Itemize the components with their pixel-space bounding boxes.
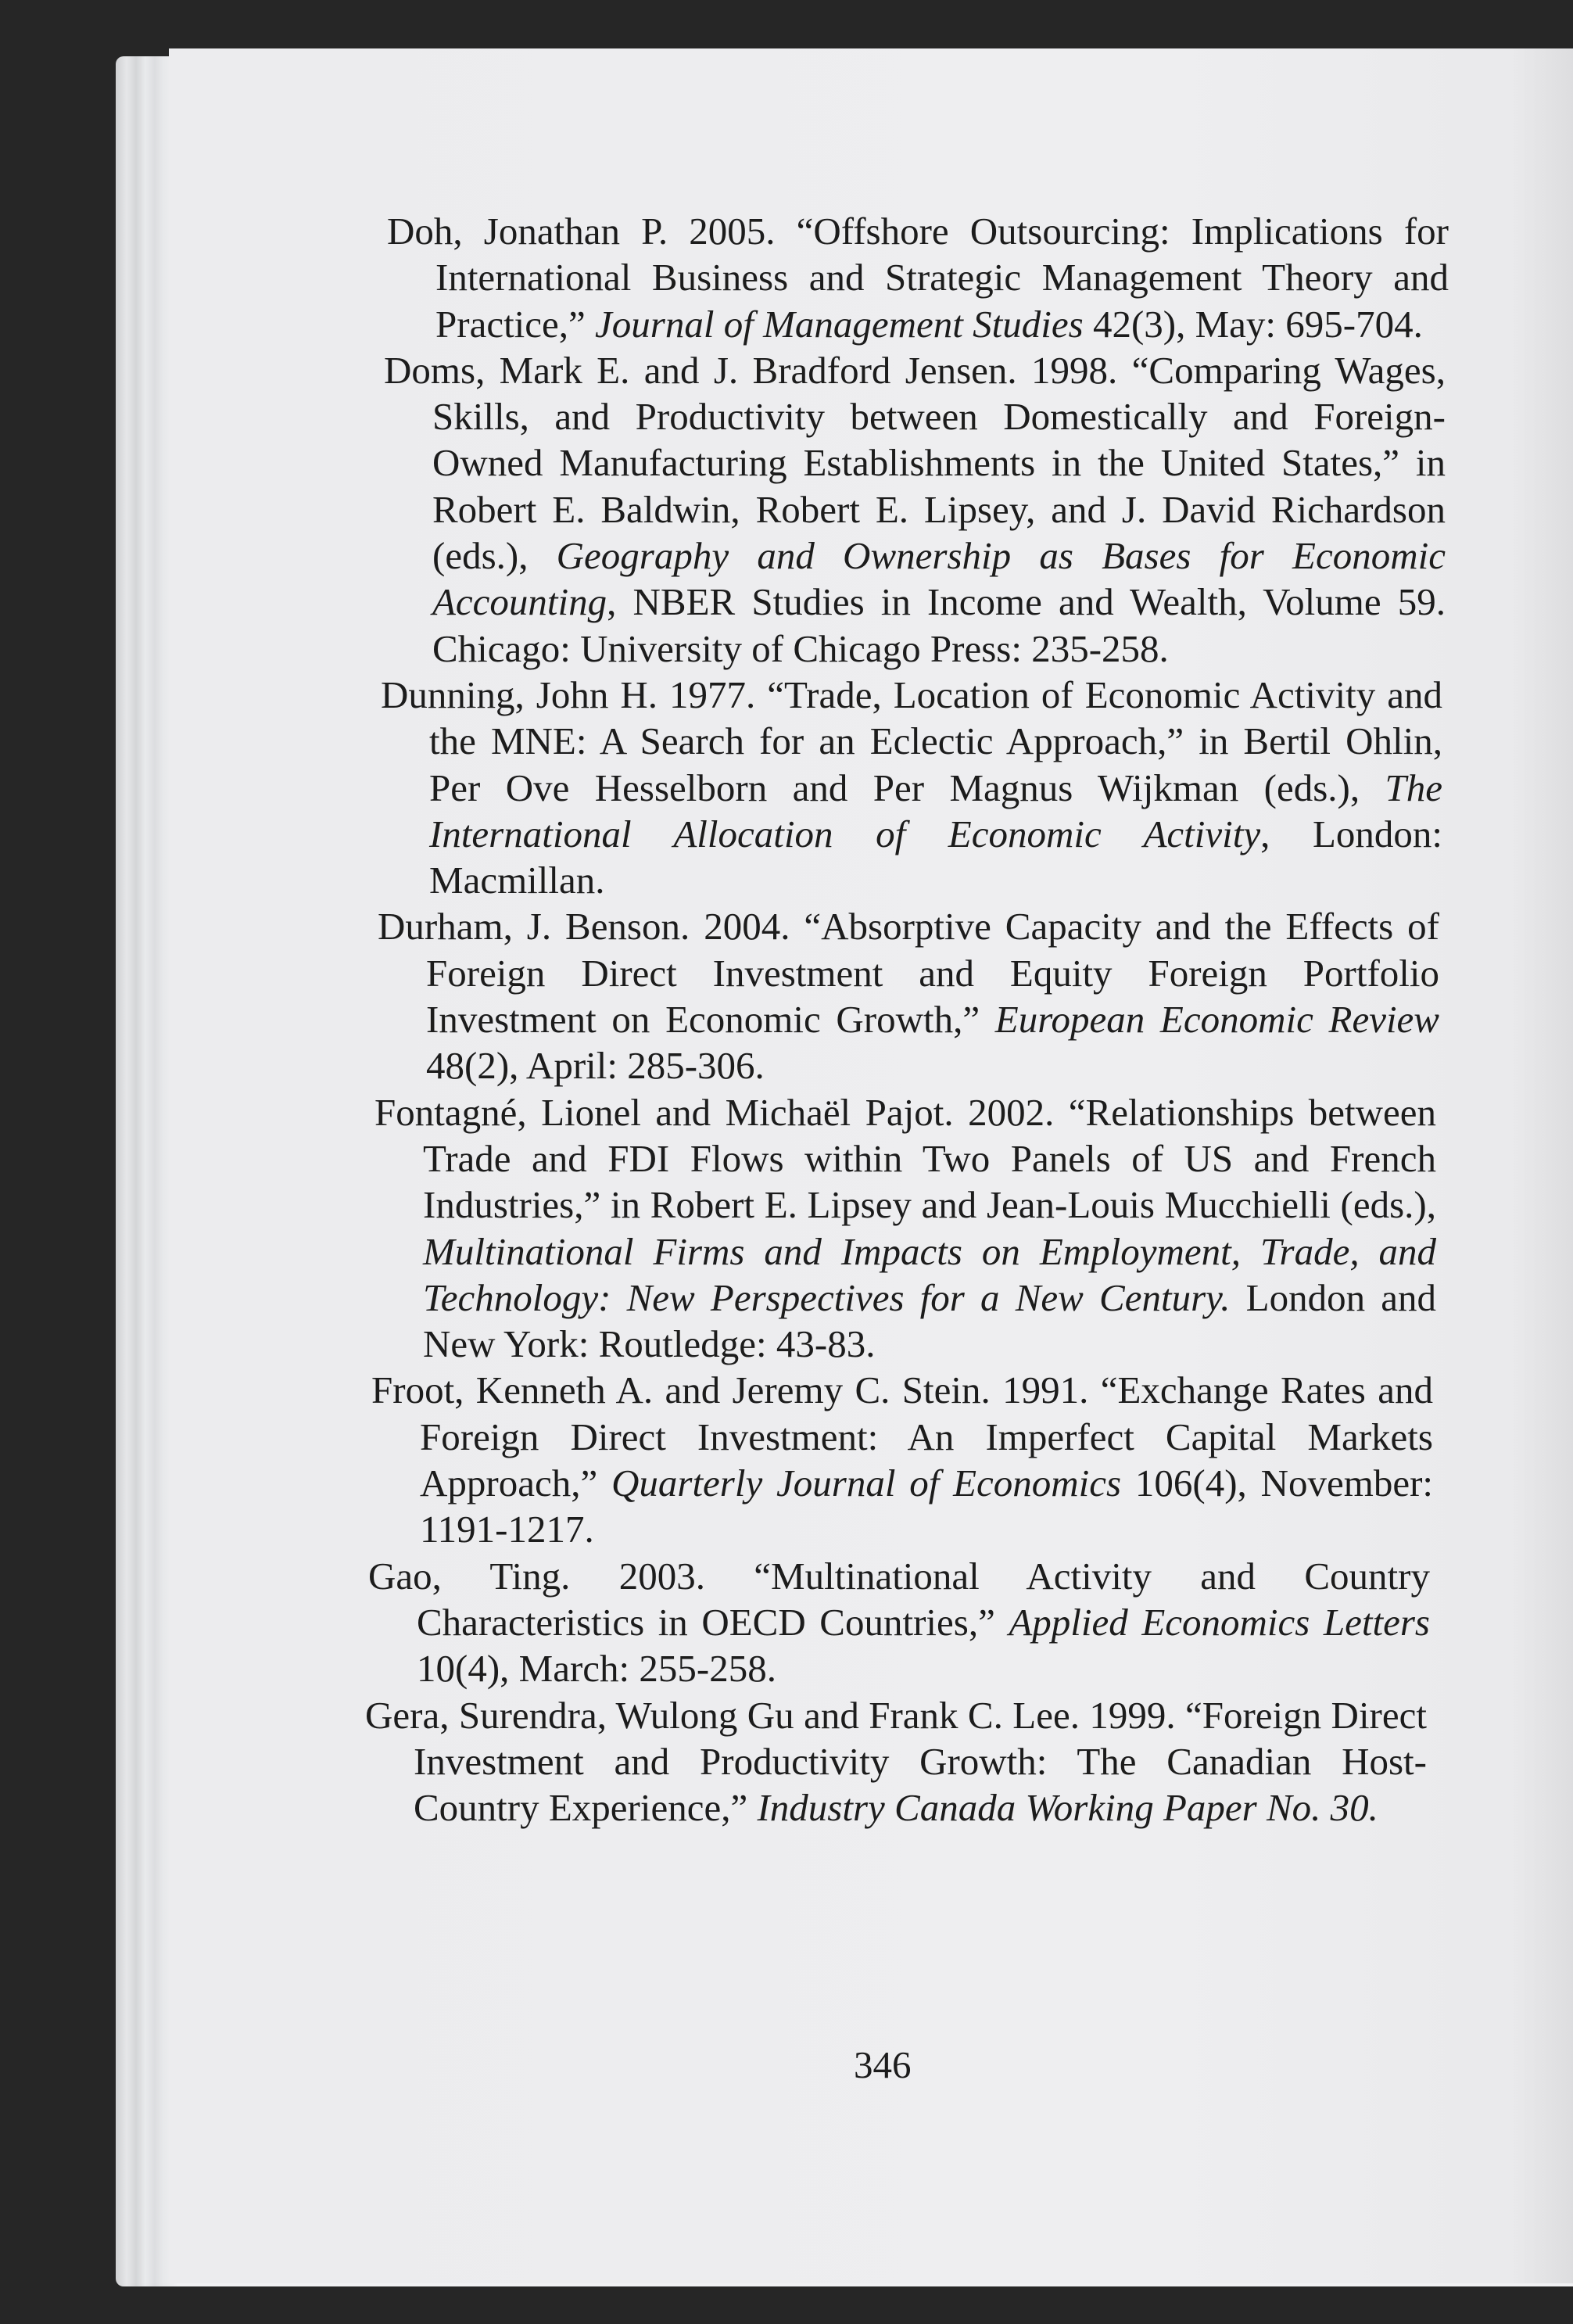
- reference-details: , NBER Studies in Income and Wealth, Volume 59. Chicago: University of Chicago Press: 235-258.: [432, 580, 1446, 670]
- reference-entry: [365, 1692, 1427, 1831]
- reference-text: Dunning, John H. 1977. “Trade, Location of Economic Activity and the MNE: A Search for an Eclectic Approach,” in Bertil Ohlin, Per Ove Hesselborn and Per Magnus Wijkman (eds.),: [381, 672, 1442, 809]
- reference-details: , London: Macmillan.: [429, 812, 1442, 902]
- reference-entry: [378, 903, 1439, 1088]
- reference-text: Froot, Kenneth A. and Jeremy C. Stein. 1991. “Exchange Rates and Foreign Direct Investment: An Imperfect Capital Markets Approach,”: [371, 1368, 1433, 1505]
- reference-text: Gao, Ting. 2003. “Multinational Activity and Country Characteristics in OECD Countries,”: [368, 1554, 1430, 1644]
- reference-source-title: The International Allocation of Economic Activity: [429, 766, 1442, 855]
- reference-text: Durham, J. Benson. 2004. “Absorptive Capacity and the Effects of Foreign Direct Investment and Equity Foreign Portfolio Investment on Economic Growth,”: [378, 905, 1439, 1042]
- reference-entry: [387, 208, 1449, 347]
- reference-details: 10(4), March: 255-258.: [417, 1647, 776, 1691]
- reference-entry: [368, 1553, 1430, 1692]
- reference-text: Doh, Jonathan P. 2005. “Offshore Outsourcing: Implications for International Business and Strategic Management Theory and Practice,”: [387, 210, 1449, 346]
- reference-entry: [384, 347, 1446, 672]
- reference-text: Fontagné, Lionel and Michaël Pajot. 2002. “Relationships between Trade and FDI Flows within Two Panels of US and French Industries,” in Robert E. Lipsey and Jean-Louis Mucchielli (eds.),: [374, 1090, 1436, 1227]
- reference-details: 42(3), May: 695-704.: [1083, 302, 1423, 346]
- reference-source-title: European Economic Review: [994, 998, 1439, 1042]
- page-number: 346: [854, 2043, 912, 2086]
- reference-entry: [381, 672, 1442, 903]
- reference-source-title: Geography and Ownership as Bases for Economic Accounting: [432, 534, 1446, 624]
- reference-details: 106(4), November: 1191-1217.: [420, 1461, 1433, 1551]
- reference-source-title: Applied Economics Letters: [1009, 1600, 1430, 1644]
- reference-entry: [374, 1089, 1436, 1368]
- reference-source-title: Quarterly Journal of Economics: [611, 1461, 1122, 1505]
- reference-text: Doms, Mark E. and J. Bradford Jensen. 1998. “Comparing Wages, Skills, and Productivity between Domestically and Foreign-Owned Manufacturing Establishments in the United States,” in Robert E. Baldwin, Robert E. Lipsey, and J. David Richardson (eds.),: [384, 348, 1446, 578]
- reference-source-title: Journal of Management Studies: [595, 302, 1084, 346]
- reference-source-title: Multinational Firms and Impacts on Employment, Trade, and Technology: New Perspectives for a New Century.: [423, 1229, 1436, 1319]
- reference-details: 48(2), April: 285-306.: [426, 1044, 765, 1088]
- reference-list: [365, 208, 1449, 1831]
- reference-entry: [371, 1367, 1433, 1552]
- reference-details: London and New York: Routledge: 43-83.: [423, 1275, 1436, 1366]
- reference-text: Gera, Surendra, Wulong Gu and Frank C. Lee. 1999. “Foreign Direct Investment and Productivity Growth: The Canadian Host-Country Experience,”: [365, 1693, 1427, 1830]
- reference-source-title: Industry Canada Working Paper No. 30.: [757, 1786, 1378, 1830]
